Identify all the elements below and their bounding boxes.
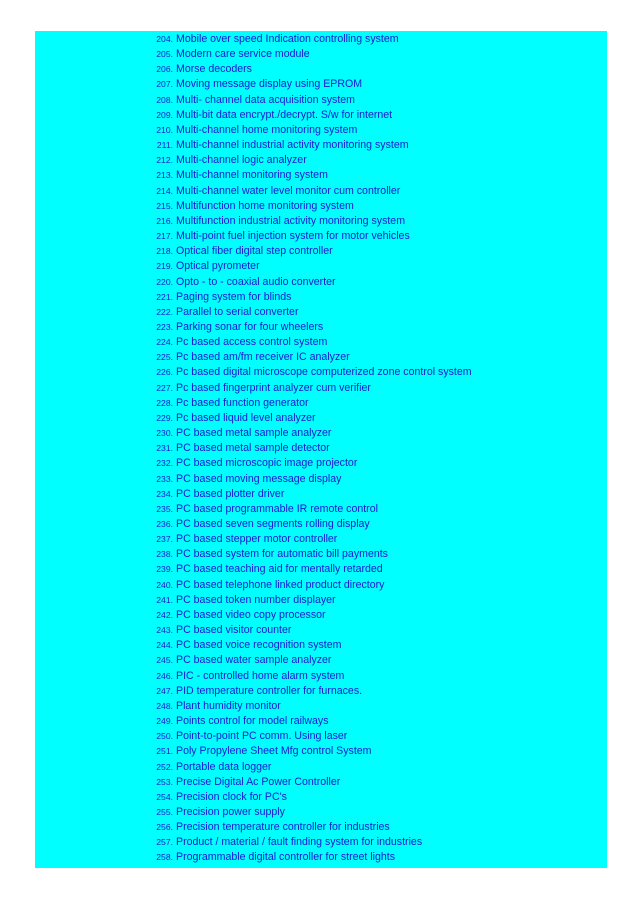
item-text: PC based seven segments rolling display — [176, 518, 370, 530]
item-text: Multi-channel logic analyzer — [176, 154, 307, 167]
list-item — [147, 805, 472, 820]
list-item — [147, 744, 472, 759]
list-item — [147, 426, 472, 441]
list-item — [147, 290, 472, 305]
item-text: Multi-channel industrial activity monitoring system — [176, 139, 409, 152]
item-number: 222. — [156, 306, 173, 317]
list-item — [147, 32, 472, 47]
item-number: 229. — [156, 412, 173, 423]
item-text: Mobile over speed Indication controlling system — [176, 33, 399, 45]
item-number: 255. — [156, 806, 173, 817]
item-number: 235. — [156, 503, 173, 514]
item-text: Pc based am/fm receiver IC analyzer — [176, 351, 350, 364]
item-number: 212. — [156, 155, 173, 166]
list-item — [147, 108, 472, 123]
item-text: PC based microscopic image projector — [176, 457, 358, 470]
project-list — [147, 32, 472, 866]
item-number: 247. — [156, 685, 173, 696]
item-number: 216. — [156, 215, 173, 226]
item-number: 245. — [156, 655, 173, 666]
item-number: 254. — [156, 791, 173, 802]
item-number: 231. — [156, 443, 173, 454]
item-text: Precise Digital Ac Power Controller — [176, 775, 341, 788]
list-item — [147, 532, 472, 547]
list-item — [147, 562, 472, 577]
item-number: 248. — [156, 700, 173, 711]
list-item — [147, 365, 472, 380]
list-item — [147, 411, 472, 426]
list-item — [147, 275, 472, 290]
list-item — [147, 93, 472, 108]
item-number: 239. — [156, 564, 173, 575]
list-item — [147, 850, 472, 865]
item-number: 234. — [156, 488, 173, 499]
item-text: Portable data logger — [176, 760, 272, 773]
list-item — [147, 456, 472, 471]
item-text: Multi-bit data encrypt./decrypt. S/w for internet — [176, 108, 393, 121]
item-text: Product / material / fault finding system for industries — [176, 836, 423, 849]
item-number: 241. — [156, 594, 173, 605]
item-number: 226. — [156, 367, 173, 378]
item-number: 244. — [156, 640, 173, 651]
list-item — [147, 835, 472, 850]
item-number: 242. — [156, 609, 173, 620]
item-number: 220. — [156, 276, 173, 287]
item-number: 209. — [156, 109, 173, 120]
item-text: Point-to-point PC comm. Using laser — [176, 730, 348, 743]
item-text: PC based water sample analyzer — [176, 654, 332, 667]
item-number: 225. — [156, 352, 173, 363]
list-item — [147, 184, 472, 199]
item-text: Pc based fingerprint analyzer cum verifier — [176, 381, 371, 394]
item-number: 215. — [156, 200, 173, 211]
list-item — [147, 214, 472, 229]
list-item — [147, 699, 472, 714]
list-item — [147, 123, 472, 138]
item-number: 223. — [156, 321, 173, 332]
item-number: 250. — [156, 731, 173, 742]
item-number: 251. — [156, 746, 173, 757]
list-item — [147, 547, 472, 562]
item-number: 217. — [156, 231, 173, 242]
list-item — [147, 487, 472, 502]
item-number: 219. — [156, 261, 173, 272]
item-number: 257. — [156, 837, 173, 848]
item-text: Modern care service module — [176, 48, 310, 61]
list-item — [147, 168, 472, 183]
item-text: Plant humidity monitor — [176, 699, 281, 712]
item-text: Optical fiber digital step controller — [176, 245, 333, 258]
list-item — [147, 229, 472, 244]
item-text: Poly Propylene Sheet Mfg control System — [176, 745, 372, 758]
item-text: Precision clock for PC's — [176, 790, 287, 803]
item-number: 227. — [156, 382, 173, 393]
list-item — [147, 760, 472, 775]
list-item — [147, 502, 472, 517]
list-item — [147, 714, 472, 729]
list-item — [147, 669, 472, 684]
item-text: Pc based digital microscope computerized zone control system — [176, 366, 472, 379]
item-number: 253. — [156, 776, 173, 787]
item-number: 249. — [156, 716, 173, 727]
item-number: 228. — [156, 397, 173, 408]
item-text: Pc based access control system — [176, 336, 328, 349]
item-number: 205. — [156, 49, 173, 60]
item-text: Multifunction industrial activity monitoring system — [176, 214, 406, 227]
list-item — [147, 653, 472, 668]
list-item — [147, 608, 472, 623]
item-text: PC based visitor counter — [176, 624, 292, 637]
list-item — [147, 472, 472, 487]
item-number: 233. — [156, 473, 173, 484]
item-text: PC based stepper motor controller — [176, 533, 338, 546]
document-panel — [35, 31, 607, 868]
list-item — [147, 593, 472, 608]
item-text: Multifunction home monitoring system — [176, 199, 354, 212]
item-number: 224. — [156, 337, 173, 348]
item-number: 211. — [156, 140, 173, 151]
list-item — [147, 62, 472, 77]
list-item — [147, 320, 472, 335]
list-item — [147, 441, 472, 456]
item-text: Multi-channel monitoring system — [176, 169, 328, 182]
list-item — [147, 638, 472, 653]
item-text: Pc based liquid level analyzer — [176, 411, 316, 424]
item-number: 246. — [156, 670, 173, 681]
item-text: PC based video copy processor — [176, 608, 326, 621]
list-item — [147, 396, 472, 411]
item-text: Optical pyrometer — [176, 260, 260, 273]
item-number: 256. — [156, 822, 173, 833]
list-item — [147, 350, 472, 365]
item-text: PC based programmable IR remote control — [176, 502, 378, 515]
item-number: 206. — [156, 64, 173, 75]
item-text: Multi-point fuel injection system for motor vehicles — [176, 230, 410, 243]
list-item — [147, 335, 472, 350]
item-number: 232. — [156, 458, 173, 469]
item-number: 258. — [156, 852, 173, 863]
item-text: PIC - controlled home alarm system — [176, 669, 345, 682]
item-text: Parking sonar for four wheelers — [176, 320, 324, 333]
list-item — [147, 790, 472, 805]
list-item — [147, 77, 472, 92]
list-item — [147, 244, 472, 259]
item-text: PC based metal sample analyzer — [176, 427, 332, 440]
item-text: Opto - to - coaxial audio converter — [176, 275, 336, 288]
item-number: 221. — [156, 291, 173, 302]
item-number: 252. — [156, 761, 173, 772]
item-text: PC based plotter driver — [176, 487, 285, 500]
item-text: PC based voice recognition system — [176, 639, 342, 652]
item-number: 208. — [156, 94, 173, 105]
item-number: 240. — [156, 579, 173, 590]
list-item — [147, 199, 472, 214]
item-text: Precision power supply — [176, 805, 285, 818]
item-number: 218. — [156, 246, 173, 257]
item-text: Paging system for blinds — [176, 290, 292, 303]
list-item — [147, 47, 472, 62]
item-number: 214. — [156, 185, 173, 196]
item-number: 238. — [156, 549, 173, 560]
list-item — [147, 517, 472, 532]
list-item — [147, 578, 472, 593]
item-text: Multi-channel water level monitor cum controller — [176, 184, 401, 197]
list-item — [147, 381, 472, 396]
item-text: Precision temperature controller for industries — [176, 821, 390, 834]
item-text: PC based token number displayer — [176, 593, 336, 606]
list-item — [147, 623, 472, 638]
list-item — [147, 820, 472, 835]
item-text: Pc based function generator — [176, 396, 309, 409]
item-text: Points control for model railways — [176, 715, 329, 728]
item-text: PC based metal sample detector — [176, 442, 330, 455]
list-item — [147, 153, 472, 168]
list-item — [147, 138, 472, 153]
list-item — [147, 729, 472, 744]
item-number: 207. — [156, 79, 173, 90]
item-number: 236. — [156, 519, 173, 529]
item-text: PC based telephone linked product directory — [176, 578, 385, 591]
item-text: Morse decoders — [176, 63, 252, 76]
item-number: 230. — [156, 428, 173, 439]
item-number: 243. — [156, 625, 173, 636]
list-item — [147, 259, 472, 274]
list-item — [147, 305, 472, 320]
item-text: PC based teaching aid for mentally retarded — [176, 563, 383, 576]
item-text: Parallel to serial converter — [176, 305, 299, 318]
item-text: Multi- channel data acquisition system — [176, 93, 356, 106]
list-item — [147, 684, 472, 699]
item-text: Programmable digital controller for street lights — [176, 851, 396, 864]
item-number: 210. — [156, 124, 173, 135]
item-text: Multi-channel home monitoring system — [176, 123, 358, 136]
item-text: Moving message display using EPROM — [176, 78, 363, 91]
list-item — [147, 775, 472, 790]
item-number: 204. — [156, 34, 173, 44]
item-number: 213. — [156, 170, 173, 181]
item-text: PC based system for automatic bill payments — [176, 548, 388, 561]
item-text: PC based moving message display — [176, 472, 342, 485]
item-text: PID temperature controller for furnaces. — [176, 684, 363, 697]
item-number: 237. — [156, 534, 173, 545]
